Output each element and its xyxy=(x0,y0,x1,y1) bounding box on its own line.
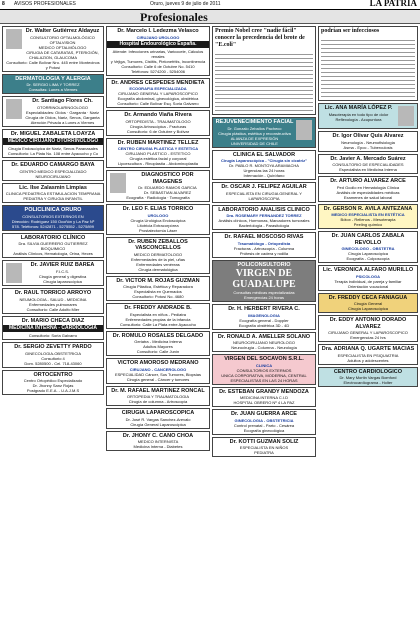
ad-line: Enfermedades venéreas xyxy=(136,261,180,267)
ad-title: Dr. Santiago Flores Ch. xyxy=(32,98,93,104)
ad-line: Teléfonos: 5274200 - 5254006 xyxy=(130,68,186,74)
ad-title: Lic. VERONICA ALFARO MURILLO xyxy=(322,267,414,273)
ad-title: Dr. ARTURO ALVAREZ ARCE xyxy=(330,178,406,184)
ad-line: Dr. EDUARDO RAMOS GARCIA xyxy=(138,185,197,190)
ad-line: Consultorio: Calle Bolívar Esq. Soria Galvarro xyxy=(117,101,199,106)
ad-subtitle: ECOGRAFIA ESPECIALIZADA xyxy=(129,86,187,91)
ad-line: Prótesis de cadera y rodilla xyxy=(239,250,289,256)
ad-subtitle: UROLOGO xyxy=(147,212,169,218)
portrait-photo xyxy=(6,263,22,283)
section-title: Profesionales xyxy=(140,10,208,24)
ad-line: Especialista en Medicina Interna xyxy=(339,167,397,172)
ad-title: Dr. Marcelo I. Ledezma Velasco xyxy=(117,28,199,34)
ad-banner: MEDICINA INTERNA - CARDIOLOGIA xyxy=(3,325,103,332)
ad-line: Prostatectomía Láser xyxy=(138,227,178,233)
ad-title: VICTOR AMOROSO MEDRANO xyxy=(117,360,199,366)
ad-line: ESPECIALISTAS EN LAS 24 HORAS xyxy=(230,377,298,383)
ad-title: Dr. JUAN GUERRA ARCE xyxy=(231,411,297,417)
ad-line: ESPECIALISTA EN PSIQUIATRIA xyxy=(337,352,399,358)
portrait-photo xyxy=(398,106,414,126)
ad-line: Cirugía Laparoscópica xyxy=(347,251,389,256)
ad-line: Cirugía general y digestiva xyxy=(38,273,87,279)
ad-line: Neumología - Neumofisiología xyxy=(341,139,395,145)
ad-line: UNICA CORPORATIVA, MODERNA, CENTRAL xyxy=(221,372,307,378)
ad-title: Dr. ESTEBAN GRANDY MENDOZA xyxy=(219,388,309,395)
ad-line: Consultorio 4 xyxy=(41,355,65,361)
ad-line: CIRUJANO GENERAL Y LAPAROSCOPICO xyxy=(118,91,198,96)
ad-title: CIRUGIA LAPAROSCOPICA xyxy=(121,410,195,416)
ad-box xyxy=(212,260,316,303)
ad-box xyxy=(106,78,210,109)
ad-title: Dr. RAUL TORRICO ARROYO xyxy=(14,290,92,296)
ad-line: Electrocardiograma - Holter xyxy=(343,380,393,385)
column-2 xyxy=(106,26,210,626)
ad-subtitle: CIRUJANO - CANCEROLOGO xyxy=(129,366,187,372)
news-article xyxy=(212,26,316,115)
ad-line: Dra. SILVIA GUERRERO GUTIERREZ xyxy=(18,241,88,246)
ad-title: Dr. JAVIER RUIZ BAREA xyxy=(30,262,95,268)
ad-line: Centro Ortopédico Especializado xyxy=(23,378,83,383)
ad-title: Dr. H. HERBERT RIVERA C. xyxy=(228,306,300,312)
page-number: 8 xyxy=(2,1,5,7)
ad-title: Dr. M. RAFAEL MARTINEZ RONCAL xyxy=(111,387,205,394)
ad-title: Dr. MIGUEL ZABALETA LOAYZA xyxy=(10,130,96,137)
ad-line: Adultos y adolescentes xyxy=(347,357,389,363)
ad-line: Cirugía Laparoscópica xyxy=(347,306,389,311)
ad-line: Consultorio: Calle 6 de Octubre No. 5410 xyxy=(121,63,195,69)
ad-line: Masoterapia en todo tipo de dolor xyxy=(328,111,389,117)
section-label: AVISOS PROFESIONALES xyxy=(14,1,76,7)
ad-line: CONSULTORIO OFTALMOLÓGICO OFTALVISION xyxy=(30,34,95,45)
ad-subtitle: GINECOLOGIA - OBSTETRICIA xyxy=(234,417,294,423)
ad-line: Ped Gcollo en Hematología Clínica xyxy=(336,184,400,190)
ad-line: Cirugía de Oídos, Nariz, Senos, Garganta xyxy=(25,114,100,120)
ad-title: Dr. Javier A. Mercado Suárez xyxy=(330,155,406,162)
ad-line: NEUROCIRUJANO xyxy=(35,173,71,179)
ad-subtitle: CIRUJANO UROLOGO xyxy=(136,34,180,40)
ad-box xyxy=(2,342,104,368)
portrait-photo xyxy=(6,99,22,119)
ad-title: Dr. FREDDY ANDRADE B. xyxy=(124,305,192,311)
ad-box xyxy=(212,205,316,231)
ad-title: Dr. RAFAEL MOSCOSO RIVAS xyxy=(224,234,304,240)
ad-subtitle: Cirugía Laparoscópica - "Cirugía sin cicatriz" xyxy=(220,158,308,163)
ad-title: Lic. ANA MARÍA LÓPEZ P. xyxy=(324,105,393,111)
ad-line: Postgrado E.E.A. - U.A.J.M.S xyxy=(26,388,80,393)
ad-line: ORTOPEDISTA - TRAUMATOLOGO xyxy=(125,118,191,124)
ad-box xyxy=(2,316,104,341)
ad-title: VIRGEN DEL SOCAVON S.R.L. xyxy=(224,356,304,362)
ad-line: Atención Privada a Lunes a Viernes xyxy=(30,119,95,125)
ad-box xyxy=(2,96,104,127)
ad-title: Dr. LEO F. ELIAS TORRICO xyxy=(122,206,194,212)
ad-line: Consultas médicas especializadas xyxy=(233,290,295,295)
ad-title: Dr. RONALD A. AMELLER SOLANO xyxy=(217,333,311,340)
ad-box xyxy=(106,386,210,407)
ad-line: 578. Teléfonos: 5242871 - 5275552 - 5275899 xyxy=(12,223,94,229)
ad-box xyxy=(318,231,418,263)
ad-box xyxy=(2,205,104,231)
ad-line: Consultorio: La Plata No. 108 entre Ayacucho y Co xyxy=(7,151,99,156)
ad-line: Consultas: Lunes a Viernes xyxy=(28,87,78,92)
ad-line: Dr. José R. Vargas Sanchez-Arevalo xyxy=(125,416,191,422)
portrait-photo xyxy=(6,29,22,49)
ad-box xyxy=(2,370,104,396)
ad-subtitle: MEDICO ESPECIALISTA EN ESTÉTICA xyxy=(331,212,405,217)
ad-line: Dr. PABLO R. MONTOYA ARAMIACHA xyxy=(229,163,299,168)
ad-box xyxy=(2,129,104,159)
ad-line: BIOQUIMICO xyxy=(40,246,66,251)
page-header xyxy=(0,0,420,10)
ad-box xyxy=(106,110,210,136)
ad-line: UNIVERSIDAD DE CHILE xyxy=(231,140,278,146)
ad-line: Dirección: Rodríguez 150 Ocoñón y La Paz Nº xyxy=(11,218,95,224)
ad-title: Dr. ROMULO ROSALES DELGADO xyxy=(112,332,204,339)
column-1 xyxy=(2,26,104,626)
ad-box xyxy=(318,265,418,291)
ad-line: Examenes de salud laboral xyxy=(343,194,393,200)
ad-box xyxy=(2,74,104,95)
ad-line: Consultorio: Potosí No. 4680 xyxy=(132,294,184,299)
ad-box xyxy=(212,117,316,148)
ad-line: Consultorio: Calle Junín xyxy=(136,349,180,354)
ad-line: Asma - Epoc - Tuberculosis xyxy=(343,144,393,150)
ad-title: Dr. EDDY ANTONIO DORADO ALVAREZ xyxy=(329,317,407,330)
ad-line: MEDICINA INTERNA C.I.D xyxy=(239,395,288,400)
ad-line: Bacteriología - Parasitología xyxy=(238,223,290,228)
ad-line: ALIANZA DE EXPRESIÓN xyxy=(230,135,279,141)
ad-line: Consultorio: Calle Adolfo Mier xyxy=(26,306,80,312)
ad-box xyxy=(212,354,316,385)
ad-box xyxy=(106,170,210,202)
ad-line: Cirugía Plástica, Estética y Reparadora xyxy=(123,284,193,289)
ad-line: CIRUJANO PLASTICO - ESTETICO xyxy=(125,151,191,156)
ad-line: Consultorio: Calle La Plata entre Ayacucho xyxy=(120,321,196,327)
ad-banner: Hospital Endourológico España. xyxy=(107,41,209,48)
ad-title: Dr. Igor Olivar Quis Alvarez xyxy=(332,133,404,139)
ad-box xyxy=(106,431,210,452)
ad-line: CLINICA PEDIATRICA ESTIMULACION TEMPRANA xyxy=(5,191,101,196)
ad-box xyxy=(212,182,316,203)
ad-line: Cirugía Urológica Endoscópica xyxy=(130,217,186,223)
ad-line: PEDIATRA Y CIRUGIA INFANTIL xyxy=(23,196,83,201)
ad-line: Control prenatal - Parto - Cesárea xyxy=(233,422,295,428)
ad-title: CENTRO CARDIOLOGICO xyxy=(333,368,403,375)
ad-subtitle: CLINICA xyxy=(255,362,273,368)
ad-line: Cirugía laparoscópica xyxy=(43,278,82,284)
ad-title: DERMATOLOGIA Y ALERGIA xyxy=(15,75,91,82)
ad-box xyxy=(212,387,316,408)
ad-line: Ecografía ginecológica xyxy=(243,427,285,433)
ad-box xyxy=(212,332,316,353)
ad-line: Geriatra - Medicina Interna xyxy=(134,339,182,344)
ad-box xyxy=(106,204,210,235)
ad-title: Dr. ANDRES CESPEDES MENDIETA xyxy=(111,79,205,86)
ad-title: Dr. GERSON R. AVILA ANTEZANA xyxy=(323,205,413,212)
ad-line: Peeling químico xyxy=(353,222,383,227)
ad-line: CENTRO MEDICO ESPECIALIZADO xyxy=(19,168,87,174)
ad-line: Consultorio: Soria Galvarro xyxy=(28,333,78,338)
ad-title: Premio Nobel cree "nadie fácil" conocer la precedencia del brote de "E.coli" xyxy=(215,28,305,48)
ad-line: Cirugía estética facial y corporal xyxy=(129,156,187,161)
ad-subtitle: GINECOLOGO - OBSTETRA xyxy=(341,246,395,251)
ad-title: REJUVENECIMIENTO FACIAL xyxy=(215,119,294,125)
ad-line: MEDICO INTERNISTA xyxy=(137,439,179,444)
ad-line: Ecografía obstétrica 3D - 4D xyxy=(238,322,290,328)
ad-line: Especialista en niños - Pediatra xyxy=(129,311,187,317)
ad-line: Enfermedades de la piel, uñas xyxy=(130,256,186,262)
ad-title: Dr. MARIO CHECA DIAZ xyxy=(21,317,85,324)
ad-line: Orientación vocacional xyxy=(347,283,389,289)
ad-title: CLINICA EL SALVADOR xyxy=(232,151,296,158)
ad-line: Ecografía abdominal, ginecológica, obstétrica xyxy=(117,96,199,101)
ad-box xyxy=(106,331,210,357)
ad-line: Internación - Quirófano xyxy=(243,173,285,178)
ad-title: ORTOCENTRO xyxy=(33,371,73,378)
ad-box xyxy=(318,344,418,365)
ad-title: Dr. FREDDY CECA FANIAGUA xyxy=(328,294,408,301)
ad-line: Dr. Jhonny Sanz Rojas xyxy=(32,383,74,388)
issue-date: Oruro, jueves 9 de julio de 2011 xyxy=(150,1,221,7)
ad-line: Cirugía dermatológica xyxy=(138,266,178,272)
ad-line: CIRUJANO GENERAL Y LAPAROSCOPICO xyxy=(328,330,408,335)
ad-line: Litotricia Extracorpórea xyxy=(137,222,179,228)
ad-box xyxy=(2,288,104,314)
ad-line: CONSULTORIOS EXTERNOS xyxy=(236,367,292,373)
ad-line: Cirugía plástica, estética y reconstructiva xyxy=(218,130,291,136)
ad-line: Dr. SERGIO LIMA Y TORREZ xyxy=(26,82,80,87)
ad-line: Análisis Clínicos, Hematología, Orina, Heces xyxy=(13,251,93,256)
ad-line: ORTOPEDIA Y TRAUMATOLOGIA xyxy=(126,394,190,399)
column-3 xyxy=(212,26,316,626)
ad-line: Especialidades: Oídos · Garganta · Nariz xyxy=(26,109,99,115)
ad-box xyxy=(106,26,210,76)
article-body xyxy=(321,37,415,97)
ad-line: Terapia individual, de pareja y familiar xyxy=(334,278,402,284)
ad-line: CONSULTORIOS EXTERNOS EN xyxy=(22,213,84,219)
ad-line: Urgencias las 24 horas xyxy=(243,168,285,173)
ad-box xyxy=(2,260,104,286)
ad-subtitle: Dra. ROSEMARY FERNANDEZ TORREZ xyxy=(226,213,302,218)
ad-line: Dom. 5280500 - Cel. 718-43060 xyxy=(24,360,82,366)
ad-line: Medicina Interna - Diabetes xyxy=(133,444,183,449)
ad-line: Fracturas - Artroscopía - Columna xyxy=(233,245,295,251)
ad-title: Dr. JHONY C. CANO CHOA xyxy=(122,432,194,439)
ad-line: Análisis de especialidades médicas xyxy=(336,189,400,195)
ad-title: LABORATORIO CLÍNICO xyxy=(20,234,86,241)
ad-line: Bótox - Rellenos - Mesoterapia xyxy=(340,217,396,222)
section-band xyxy=(0,10,420,24)
ad-title: Dr. Armando Viaña Rivera xyxy=(124,112,192,118)
ad-headline: VIRGEN DE GUADALUPE xyxy=(232,268,296,290)
ad-box xyxy=(318,293,418,314)
ad-line: Atiende: Infecciones urinarias, Varicocele, Cálculos renales xyxy=(112,48,204,59)
ad-box xyxy=(318,154,418,175)
ad-line: Ecografía - Colposcopía xyxy=(346,256,390,261)
ad-line: Neurocirugía - Columna - Neurología xyxy=(231,345,297,350)
ad-line: ESPECIALISTA EN CIRUGIA GENERAL Y LAPAROSCOPIA xyxy=(226,190,302,201)
ad-title: Dra. ADRIANA Q. UGARTE MACIAS xyxy=(321,346,415,352)
ad-title: Dr. RUBEN ZEBALLOS VASCONCELLOS xyxy=(128,238,188,251)
ad-line: PEDIATRA xyxy=(254,450,274,455)
ad-box xyxy=(212,304,316,330)
ad-line: Consultorio: 6 de Octubre y Bolívar xyxy=(126,128,190,134)
ad-title: POLICONSULTORIO xyxy=(237,261,291,268)
ad-title: DIAGNOSTICO POR IMAGENES xyxy=(141,172,194,185)
ad-line: y Vejiga, Tumores, Cistitis, Pielonefritis, Incontinencia xyxy=(110,58,206,64)
ad-line: ESPECIALIDAD Cáncer, Sus Tumores, Biopsias xyxy=(114,371,202,377)
ad-line: GINECOLOGIA-OBSTETRICIA xyxy=(24,350,81,356)
ad-line: Ecografía · Radiología · Tomografía xyxy=(126,195,190,200)
ad-box xyxy=(2,233,104,259)
ad-subtitle: Traumatólogo - Ortopedista xyxy=(237,240,291,246)
ad-banner: MEDICO CIRUJANO OTORRINOLOGO xyxy=(3,138,103,145)
ad-box xyxy=(106,237,210,274)
ad-line: Lipoescultura - Rinoplastia - Abdominoplastia xyxy=(117,161,199,166)
ad-box xyxy=(318,315,418,342)
ad-line: Emergencias 24 horas xyxy=(243,295,285,300)
ad-line: CIRUGIA DE CATARATAS, PTERIGIÓN, CHALAZION, GLAUCOMA xyxy=(26,49,99,60)
ad-line: OTORRINOLARINGOLOGO xyxy=(36,104,89,110)
ad-line: Cirugía Endoscópica de Nariz, Senos Paranasales xyxy=(8,146,98,151)
ad-title: Dr. SERGIO ZEVETTY PARDO xyxy=(14,344,92,350)
ad-line: Enfermedades pulmonares xyxy=(28,301,78,307)
ad-line: Cirugía de columna - Artroscopía xyxy=(128,399,188,404)
ad-line: Cirugía Artroscópica - Fracturas xyxy=(129,123,187,129)
ad-line: Especialista en Quemados xyxy=(134,289,182,294)
ad-title: Dr. VICTOR M. ROJAS GUZMAN xyxy=(116,277,200,284)
ad-title: POLICLINICA ORURO xyxy=(24,207,82,213)
ad-box xyxy=(106,408,210,429)
ad-box xyxy=(106,358,210,384)
ad-line: Cirugía General xyxy=(353,301,383,306)
ad-box xyxy=(2,160,104,181)
ad-box xyxy=(212,232,316,258)
ad-subtitle: IMAGENOLOGIA xyxy=(248,312,280,318)
ad-box xyxy=(212,409,316,435)
ad-subtitle: CENTRO CIRUGIA PLASTICA Y ESTETICA xyxy=(117,146,199,151)
ad-line: ESPECIALISTA EN NIÑOS xyxy=(239,445,289,450)
ad-box xyxy=(318,204,418,230)
portrait-photo xyxy=(110,173,126,193)
ad-line: Dr. Gonzalo Zeballos Pacheco xyxy=(227,125,282,131)
ad-line: Análisis clínicos, Hormonas, Marcadores tumorales xyxy=(218,218,310,223)
ad-title: podrían ser infecciosos xyxy=(321,28,380,34)
ad-line: Ecografía general - Doppler xyxy=(239,317,289,323)
ad-box xyxy=(212,150,316,181)
column-4 xyxy=(318,26,418,626)
ad-line: Reflexología - Acupuntura xyxy=(335,116,382,122)
ad-box xyxy=(2,183,104,204)
ad-line: MEDICO DERMATOLOGO xyxy=(133,251,183,257)
ad-line: Emergencias 24 hrs xyxy=(350,335,386,340)
ad-box xyxy=(318,131,418,152)
news-article xyxy=(318,26,418,101)
ad-box xyxy=(318,103,418,129)
ad-box xyxy=(106,138,210,169)
ad-box xyxy=(106,303,210,329)
ad-box xyxy=(318,176,418,202)
ad-line: NEUMOLOGIA - SALUD - MEDICINA xyxy=(19,296,87,302)
ad-title: LABORATORIO ANALISIS CLINICO xyxy=(218,206,310,213)
ad-title: Dr. OSCAR J. FELIPEZ AGUILAR xyxy=(221,184,307,190)
ad-line: Cirugía General Laparoscópica xyxy=(130,421,186,427)
article-body xyxy=(215,51,313,111)
ad-line: HOSPITAL OBRERO Nº 4 LA PAZ xyxy=(233,400,295,405)
ad-title: Dr. EDUARDO CAMARGO BAYA xyxy=(11,162,95,168)
ad-line: Enfermedades propias de la infancia xyxy=(125,316,191,322)
ad-title: Dr. KOTTI GUZMAN SOLIZ xyxy=(229,438,299,445)
ad-box xyxy=(2,26,104,72)
ad-box xyxy=(212,437,316,458)
ad-box xyxy=(318,367,418,388)
masthead: LA PATRIA xyxy=(369,0,417,8)
portrait-photo xyxy=(296,120,312,140)
ad-line: NEUROCIRUJANO NEUROLOGO xyxy=(232,340,295,345)
ad-line: MEDICO OFTALMÓLOGO xyxy=(38,44,87,50)
ad-line: F.I.C.S. xyxy=(55,268,70,274)
ad-line: Dr. Mary Mortin Vargas Bomford xyxy=(339,375,397,380)
ad-box xyxy=(106,276,210,302)
ad-title: Dr. JUAN CARLOS ZABALA REVOLLO xyxy=(331,233,405,246)
ad-line: Dr. SEBASTIAN ALVAREZ xyxy=(143,190,192,195)
ad-title: Dr. RUBEN MARTINEZ TELLEZ xyxy=(117,139,199,146)
ad-subtitle: PSICOLOGA xyxy=(355,273,380,279)
ad-line: Cirugía general - Cáncer y tumores xyxy=(126,376,190,382)
ad-title: Dr. Walter Gutiérrez Aldayuz xyxy=(25,28,100,34)
ad-line: CONSULTORIO DE ESPECIALIDADES xyxy=(332,162,404,167)
ad-line: Adultos Mayores xyxy=(143,344,173,349)
ad-line: Consultorio: Calle Bolívar Nro. 445 entre Montecinos y Potosí xyxy=(6,59,100,70)
ad-title: Lic. Ilse Zalasmin Limpias xyxy=(19,184,87,191)
